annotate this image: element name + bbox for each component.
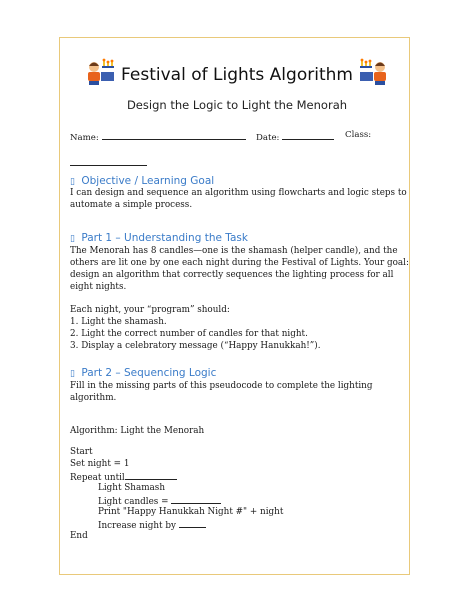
- checkbox-icon: ▯: [70, 177, 75, 187]
- pseudocode-start: Start: [70, 447, 93, 457]
- section-objective-heading: ▯ Objective / Learning Goal: [70, 175, 215, 187]
- class-field[interactable]: [345, 130, 371, 140]
- checkbox-icon: ▯: [70, 234, 75, 244]
- program-steps: Each night, your “program” should: 1. Light the shamash. 2. Light the correct number of candles for that night. 3. Display a celebratory message (“Happy Hanukkah!”).: [70, 305, 321, 351]
- date-label: Date:: [256, 133, 280, 143]
- pseudocode-light-shamash: Light Shamash: [98, 483, 165, 493]
- section-part2-heading: ▯ Part 2 – Sequencing Logic: [70, 367, 217, 379]
- class-label: Class:: [345, 130, 372, 140]
- pseudocode-print: Print "Happy Hanukkah Night #" + night: [98, 507, 284, 517]
- name-field[interactable]: [70, 130, 246, 143]
- part2-text: Fill in the missing parts of this pseudocode to complete the lighting algorithm.: [70, 381, 373, 403]
- part1-text: The Menorah has 8 candles—one is the shamash (helper candle), and the others are lit one by one each night during the Festival of Lights. Your goal: design an algorithm that correctly sequences the lighting process for all eight nights.: [70, 246, 409, 292]
- name-blank[interactable]: [102, 130, 246, 140]
- class-blank[interactable]: [70, 151, 147, 170]
- pseudocode-light-candles[interactable]: Light candles =: [98, 494, 221, 508]
- date-blank[interactable]: [282, 130, 334, 140]
- section-part1-heading: ▯ Part 1 – Understanding the Task: [70, 232, 248, 244]
- pseudocode-set-night: Set night = 1: [70, 459, 130, 469]
- pseudocode-repeat[interactable]: Repeat until: [70, 470, 177, 484]
- objective-text: I can design and sequence an algorithm using flowcharts and logic steps to automate a simple process.: [70, 188, 407, 210]
- candles-blank[interactable]: [171, 494, 221, 504]
- name-label: Name:: [70, 133, 99, 143]
- checkbox-icon: ▯: [70, 369, 75, 379]
- repeat-blank[interactable]: [125, 470, 177, 480]
- pseudocode-end: End: [70, 531, 88, 541]
- date-field[interactable]: [256, 130, 334, 143]
- pseudocode-increase[interactable]: Increase night by: [98, 518, 206, 532]
- page-subtitle: Design the Logic to Light the Menorah: [126, 98, 348, 112]
- page-title: Festival of Lights Algorithm: [121, 65, 353, 85]
- algorithm-title: Algorithm: Light the Menorah: [70, 426, 205, 436]
- increase-blank[interactable]: [179, 518, 206, 528]
